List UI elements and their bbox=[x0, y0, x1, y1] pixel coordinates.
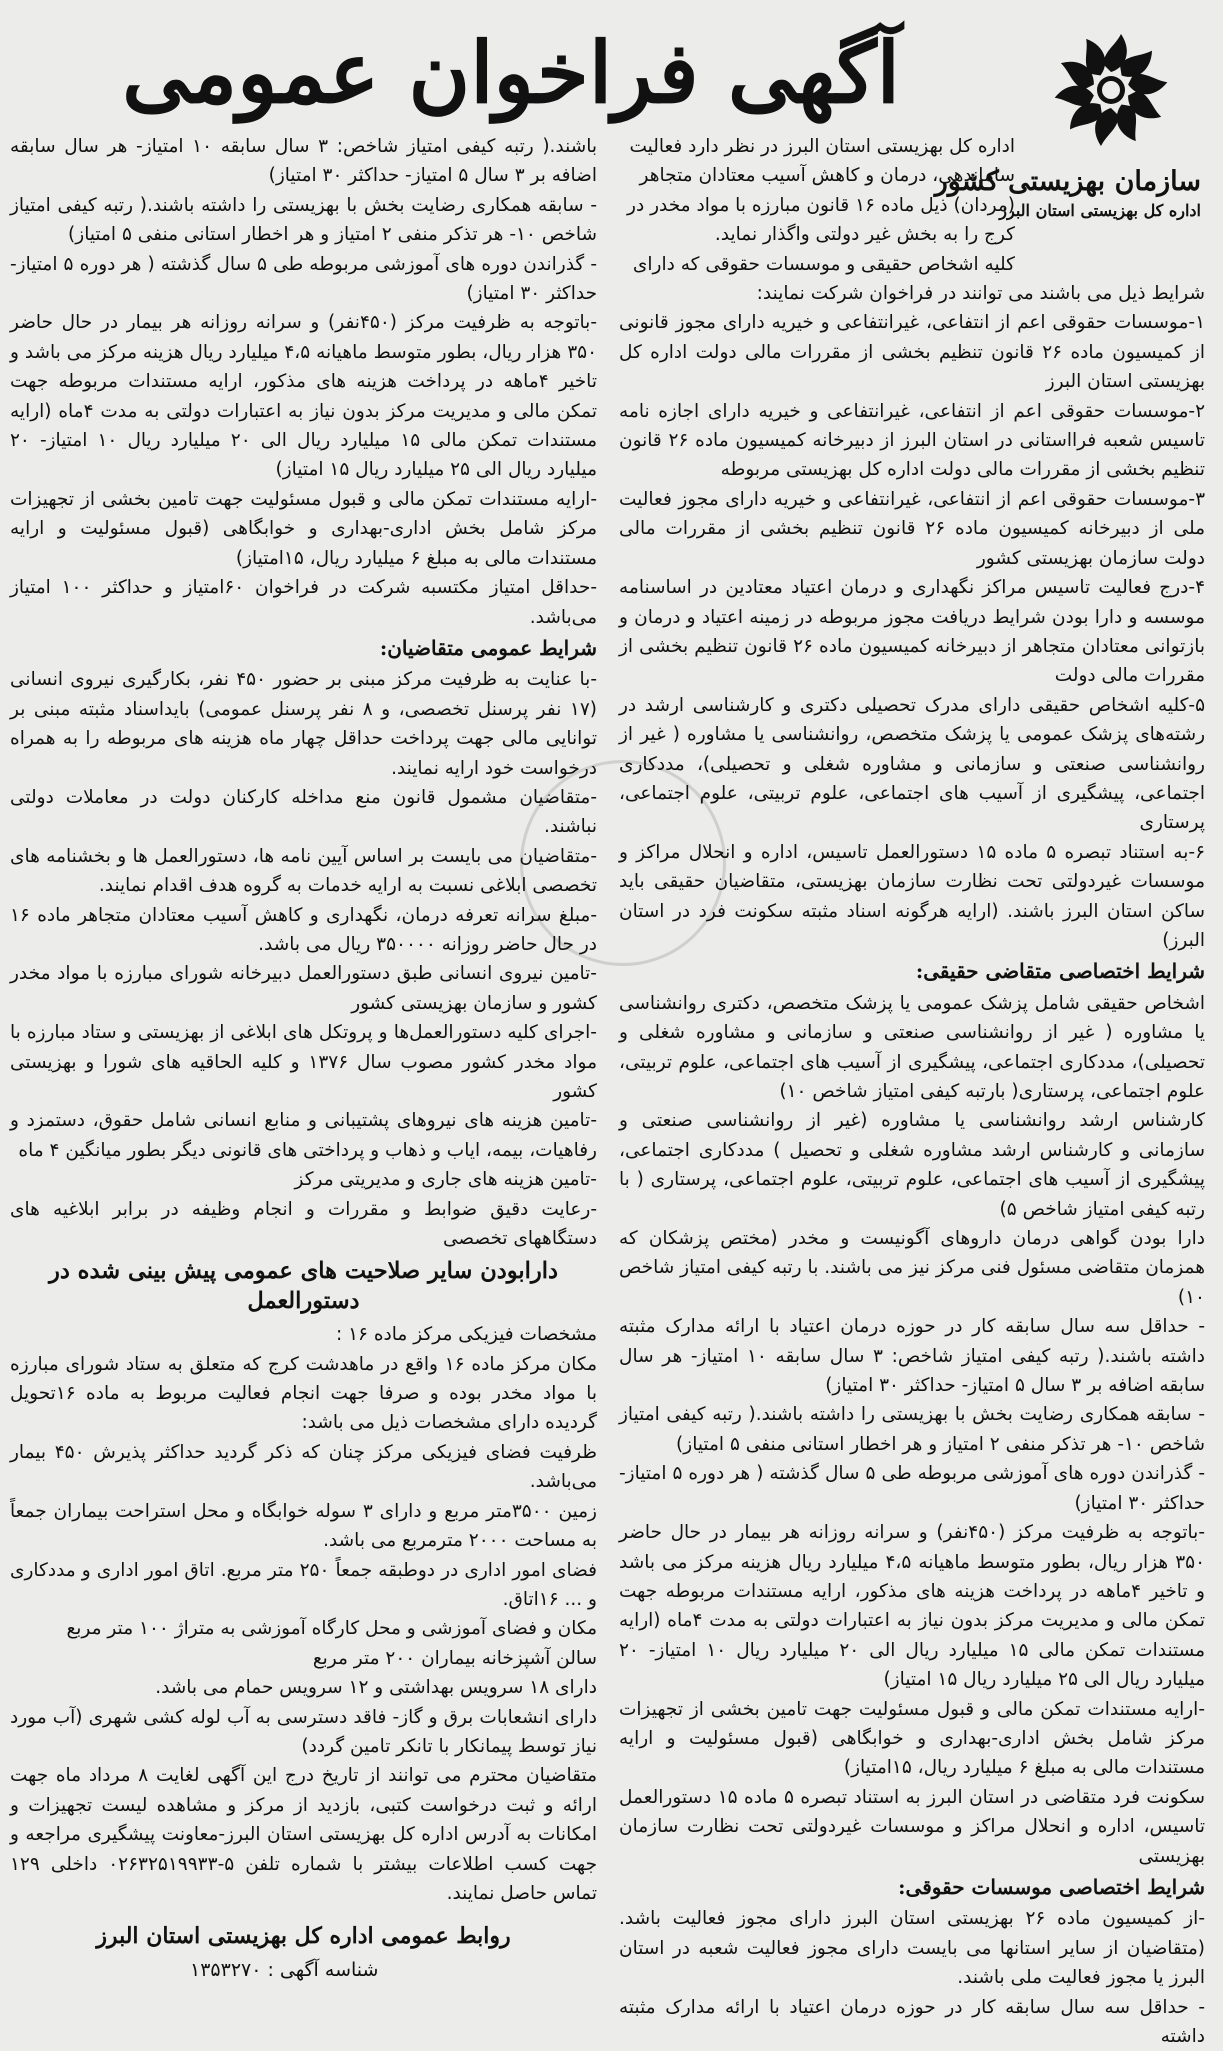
list-item: مکان مرکز ماده ۱۶ واقع در ماهدشت کرج که متعلق به ستاد شورای مبارزه با مواد مخدر بوده و صرفا جهت انجام فعالیت مربوط به ماده ۱۶تحویل گردیده دارای مشخصات ذیل می باشد: bbox=[10, 1353, 597, 1434]
list-item: باشند.( رتبه کیفی امتیاز شاخص: ۳ سال سابقه ۱۰ امتیاز- هر سال سابقه اضافه بر ۳ سال ۵ امتیاز- حداکثر ۳۰ امتیاز) bbox=[10, 136, 598, 187]
list-item: سکونت فرد متقاضی در استان البرز به استناد تبصره ۵ ماده ۱۵ دستورالعمل تاسیس، اداره و انحلال مراکز و موسسات غیردولتی تحت نظارت سازمان بهزیستی bbox=[619, 1786, 1205, 1867]
list-item: ۱-موسسات حقوقی اعم از انتفاعی، غیرانتفاعی و خیریه دارای مجوز قانونی از کمیسیون ماده ۲۶ قانون تنظیم بخشی از مقررات مالی دولت اداره کل بهزیستی استان البرز bbox=[619, 312, 1205, 393]
list-item: - حداقل سه سال سابقه کار در حوزه درمان اعتیاد با ارائه مدارک مثبته داشته باشند.( رتبه کیفی امتیاز شاخص: ۳ سال سابقه ۱۰ امتیاز- هر سال سابقه اضافه بر ۳ سال ۵ امتیاز- حداکثر ۳۰ امتیاز) bbox=[619, 1316, 1205, 1397]
section-heading-general: شرایط عمومی متقاضیان: bbox=[379, 635, 597, 660]
list-item: سالن آشپزخانه بیماران ۲۰۰ متر مربع bbox=[312, 1647, 597, 1669]
right-column bbox=[619, 132, 1206, 2047]
list-item: اشخاص حقیقی شامل پزشک عمومی یا پزشک متخصص، دکتری روانشناسی یا مشاوره ( غیر از روانشناسی صنعتی و سازمانی و مشاوره شغلی و تحصیلی)، مددکاری اجتماعی، پیشگیری از آسیب های اجتماعی، علوم تربیتی، علوم اجتماعی، پرستاری( بارتبه کیفی امتیاز شاخص ۱۰) bbox=[619, 992, 1205, 1102]
list-item: متقاضیان محترم می توانند از تاریخ درج این آگهی لغایت ۸ مرداد ماه جهت ارائه و ثبت درخواست کتبی، بازدید از مرکز و مشاهده لیست تجهیزات و امکانات به آدرس اداره کل بهزیستی استان البرز-معاونت پیشگیری مراجعه و جهت کسب اطلاعات بیشتر با شماره تلفن ۵-۰۲۶۳۲۵۱۹۹۳۳ داخلی ۱۲۹ تماس حاصل نمایند. bbox=[10, 1765, 598, 1904]
signature: روابط عمومی اداره کل بهزیستی استان البرز bbox=[96, 1923, 511, 1950]
intro-line: کرج را به بخش غیر دولتی واگذار نماید. bbox=[714, 224, 1015, 246]
list-item: -باتوجه به ظرفیت مرکز (۴۵۰نفر) و سرانه روزانه هر بیمار در حال حاضر ۳۵۰ هزار ریال، بطور متوسط ماهیانه ۴،۵ میلیارد ریال هزینه مرکز می باشد و تاخیر ۴ماهه در پرداخت هزینه های مذکور، ارایه مستندات مربوطه جهت تمکن مالی و مدیریت مرکز بدون نیاز به اعتبارات دولتی به مدت ۴ماه (ارایه مستندات تمکن مالی ۱۵ میلیارد ریال الی ۲۰ میلیارد ریال ۱۰ امتیاز- ۲۰ میلیارد ریال الی ۲۵ میلیارد ریال ۱۵ امتیاز) bbox=[619, 1522, 1206, 1691]
list-item: -حداقل امتیاز مکتسبه شرکت در فراخوان ۶۰امتیاز و حداکثر ۱۰۰ امتیاز می‌باشد. bbox=[10, 577, 597, 628]
ad-id: شناسه آگهی : ۱۳۵۳۲۷۰ bbox=[190, 1958, 379, 1981]
list-item: -ارایه مستندات تمکن مالی و قبول مسئولیت جهت تامین بخشی از تجهیزات مرکز شامل بخش اداری-بهداری و خوابگاهی (قبول مسئولیت و ارایه مستندات مالی به مبلغ ۶ میلیارد ریال، ۱۵امتیاز) bbox=[10, 488, 597, 569]
section-heading-legal: شرایط اختصاصی موسسات حقوقی: bbox=[898, 1874, 1205, 1899]
list-item: کارشناس ارشد روانشناسی یا مشاوره (غیر از روانشناسی صنعتی و سازمانی و کارشناس ارشد مشاوره شغلی و تحصیل ) مددکاری اجتماعی، پیشگیری از آسیب های اجتماعی، علوم تربیتی، علوم اجتماعی، پرستاری ( با رتبه کیفی امتیاز شاخص ۵) bbox=[619, 1110, 1205, 1220]
left-column bbox=[10, 132, 598, 1981]
intro-line: ساماندهی، درمان و کاهش آسیب معتادان متجاهر bbox=[639, 165, 1015, 187]
list-item: ۲-موسسات حقوقی اعم از انتفاعی، غیرانتفاعی و خیریه دارای اجازه نامه تاسیس شعبه فرااستانی در استان البرز از دبیرخانه کمیسیون ماده ۲۶ قانون تنظیم بخشی از مقررات مالی دولت اداره کل بهزیستی مربوطه bbox=[619, 400, 1206, 481]
list-item: - سابقه همکاری رضایت بخش با بهزیستی را داشته باشند.( رتبه کیفی امتیاز شاخص ۱۰- هر تذکر منفی ۲ امتیاز و هر اخطار استانی منفی ۵ امتیاز) bbox=[619, 1404, 1205, 1455]
list-item: دارای انشعابات برق و گاز- فاقد دسترسی به آب لوله کشی شهری (آب مورد نیاز توسط پیمانکار با تانکر تامین گردد) bbox=[10, 1706, 597, 1757]
section-heading-competence: دارابودن سایر صلاحیت های عمومی پیش بینی شده در دستورالعمل bbox=[48, 1258, 559, 1314]
org-subname: اداره کل بهزیستی استان البرز bbox=[999, 201, 1201, 220]
list-item: - گذراندن دوره های آموزشی مربوطه طی ۵ سال گذشته ( هر دوره ۵ امتیاز- حداکثر ۳۰ امتیاز) bbox=[619, 1463, 1205, 1514]
list-item: ۴-درج فعالیت تاسیس مراکز نگهداری و درمان اعتیاد معتادین در اساسنامه موسسه و دارا بودن شرایط دریافت مجوز مربوطه در زمینه اعتیاد و درمان و بازتوانی معتادان متجاهر از دبیرخانه کمیسیون ماده ۲۶ قانون تنظیم بخشی از مقررات مالی دولت bbox=[619, 577, 1205, 687]
list-item: -از کمیسیون ماده ۲۶ بهزیستی استان البرز دارای مجوز فعالیت باشد. (متقاضیان از سایر استانها می بایست دارای مجوز فعالیت شعبه در استان البرز یا مجوز فعالیت ملی باشند. bbox=[619, 1908, 1205, 1989]
list-item: -با عنایت به ظرفیت مرکز مبنی بر حضور ۴۵۰ نفر، بکارگیری نیروی انسانی (۱۷ نفر پرسنل تخصصی، و ۸ نفر پرسنل عمومی) بایداسناد مثبته مبنی بر توانایی مالی جهت پرداخت حداقل چهار ماه هزینه های مربوطه را به همراه درخواست خود ارایه نمایند. bbox=[10, 669, 597, 779]
list-item: -تامین هزینه های جاری و مدیریتی مرکز bbox=[294, 1169, 597, 1191]
list-item: -متقاضیان می بایست بر اساس آیین نامه ها، دستورالعمل ها و بخشنامه های تخصصی ابلاغی نسبت به ارایه خدمات به گروه هدف اقدام نمایند. bbox=[10, 845, 597, 897]
intro-line: کلیه اشخاص حقیقی و موسسات حقوقی که دارای bbox=[632, 253, 1015, 275]
list-item: دارا بودن گواهی درمان داروهای آگونیست و مخدر (مختص پزشکان که همزمان متقاضی مسئول فنی مرکز نیز می باشند. با رتبه کیفی امتیاز شاخص ۱۰) bbox=[619, 1228, 1205, 1308]
list-item: -ارایه مستندات تمکن مالی و قبول مسئولیت جهت تامین بخشی از تجهیزات مرکز شامل بخش اداری-بهداری و خوابگاهی (قبول مسئولیت و ارایه مستندات مالی به مبلغ ۶ میلیارد ریال، ۱۵امتیاز) bbox=[619, 1698, 1205, 1779]
intro-block bbox=[619, 132, 1015, 279]
list-item: - سابقه همکاری رضایت بخش با بهزیستی را داشته باشند.( رتبه کیفی امتیاز شاخص ۱۰- هر تذکر منفی ۲ امتیاز و هر اخطار استانی منفی ۵ امتیاز) bbox=[10, 194, 597, 246]
list-item: ۶-به استناد تبصره ۵ ماده ۱۵ دستورالعمل تاسیس، اداره و انحلال مراکز و موسسات غیردولتی تحت نظارت سازمان بهزیستی، متقاضیان حقیقی باید ساکن استان البرز باشند. (ارایه هرگونه اسناد مثبته سکونت فرد در استان البرز) bbox=[619, 841, 1205, 951]
page-title: آگهی فراخوان عمومی bbox=[122, 23, 900, 122]
list-item: -تامین نیروی انسانی طبق دستورالعمل دبیرخانه شورای مبارزه با مواد مخدر کشور و سازمان بهزیستی کشور bbox=[10, 963, 597, 1014]
list-item: -باتوجه به ظرفیت مرکز (۴۵۰نفر) و سرانه روزانه هر بیمار در حال حاضر ۳۵۰ هزار ریال، بطور متوسط ماهیانه ۴،۵ میلیارد ریال هزینه مرکز می باشد و تاخیر ۴ماهه در پرداخت هزینه های مذکور، ارایه مستندات مربوطه جهت تمکن مالی و مدیریت مرکز بدون نیاز به اعتبارات دولتی به مدت ۴ماه (ارایه مستندات تمکن مالی ۱۵ میلیارد ریال الی ۲۰ میلیارد ریال ۱۰ امتیاز- ۲۰ میلیارد ریال الی ۲۵ میلیارد ریال ۱۵ امتیاز) bbox=[10, 312, 598, 481]
list-item: ظرفیت فضای فیزیکی مرکز چنان که ذکر گردید حداکثر پذیرش ۴۵۰ بیمار می‌باشد. bbox=[10, 1441, 597, 1493]
intro-line: اداره کل بهزیستی استان البرز در نظر دارد فعالیت bbox=[629, 136, 1015, 157]
intro-continuation: شرایط ذیل می باشند می توانند در فراخوان شرکت نمایند: bbox=[756, 283, 1205, 305]
list-item: - گذراندن دوره های آموزشی مربوطه طی ۵ سال گذشته ( هر دوره ۵ امتیاز- حداکثر ۳۰ امتیاز) bbox=[10, 253, 597, 305]
org-name: سازمان بهزیستی کشور bbox=[934, 166, 1201, 197]
list-item: -تامین هزینه های نیروهای پشتیبانی و منابع انسانی شامل حقوق، دستمزد و رفاهیات، بیمه، ایاب و ذهاب و پرداختی های قانونی دیگر بطور میانگین ۴ ماه bbox=[10, 1110, 597, 1161]
list-item: -مبلغ سرانه تعرفه درمان، نگهداری و کاهش آسیب معتادان متجاهر ماده ۱۶ در حال حاضر روزانه ۳۵۰۰۰۰ ریال می باشد. bbox=[10, 904, 597, 955]
list-item: زمین ۳۵۰۰متر مربع و دارای ۳ سوله خوابگاه و محل استراحت بیماران جمعاً به مساحت ۲۰۰۰ مترمربع می باشد. bbox=[10, 1500, 597, 1552]
intro-line: (مردان) ذیل ماده ۱۶ قانون مبارزه با مواد مخدر در bbox=[627, 194, 1015, 216]
list-item: مکان و فضای آموزشی و محل کارگاه آموزشی به متراژ ۱۰۰ متر مربع bbox=[66, 1618, 597, 1640]
list-item: - حداقل سه سال سابقه کار در حوزه درمان اعتیاد با ارائه مدارک مثبته داشته bbox=[619, 1996, 1205, 2047]
section-heading-real: شرایط اختصاصی متقاضی حقیقی: bbox=[915, 959, 1205, 984]
list-item: ۳-موسسات حقوقی اعم از انتفاعی، غیرانتفاعی و خیریه دارای مجوز فعالیت ملی از دبیرخانه کمیسیون ماده ۲۶ قانون تنظیم بخشی از مقررات مالی دولت سازمان بهزیستی کشور bbox=[619, 488, 1205, 569]
list-item: -متقاضیان مشمول قانون منع مداخله کارکنان دولت در معاملات دولتی نباشند. bbox=[10, 786, 597, 838]
list-item: -اجرای کلیه دستورالعمل‌ها و پروتکل های ابلاغی از بهزیستی و ستاد مبارزه با مواد مخدر کشور مصوب سال ۱۳۷۶ و کلیه الحاقیه های شورا و بهزیستی کشور bbox=[10, 1022, 597, 1102]
list-item: دارای ۱۸ سرویس بهداشتی و ۱۲ سرویس حمام می باشد. bbox=[155, 1677, 597, 1699]
list-item: فضای امور اداری در دوطبقه جمعاً ۲۵۰ متر مربع. اتاق امور اداری و مددکاری و ... ۱۶اتاق. bbox=[10, 1559, 597, 1610]
list-item: مشخصات فیزیکی مرکز ماده ۱۶ : bbox=[335, 1324, 597, 1346]
list-item: ۵-کلیه اشخاص حقیقی دارای مدرک تحصیلی دکتری و کارشناسی ارشد در رشته‌های پزشک عمومی یا پزشک متخصص، روانشناسی یا مشاوره ( غیر از روانشناسی صنعتی و سازمانی و مشاوره شغلی و تحصیلی)، مددکاری اجتماعی، پیشگیری از آسیب های اجتماعی، علوم تربیتی، علوم اجتماعی، پرستاری bbox=[619, 694, 1205, 834]
list-item: -رعایت دقیق ضوابط و مقررات و انجام وظیفه در برابر ابلاغیه های دستگاههای تخصصی bbox=[10, 1198, 597, 1250]
